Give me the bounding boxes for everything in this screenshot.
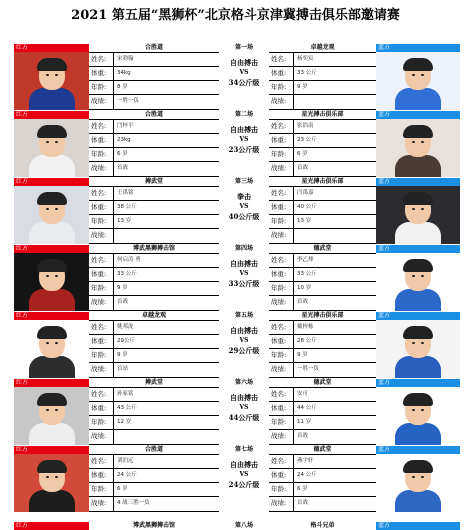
- blue-fighter-info: [269, 186, 376, 244]
- blue-record-value: [294, 229, 376, 243]
- versus-label: VS: [239, 270, 249, 277]
- red-club: 搏武堂: [144, 178, 163, 185]
- red-name-value: 孙家铭: [117, 391, 134, 397]
- red-record-value: [114, 229, 219, 243]
- weight-row: [89, 268, 219, 282]
- age-row: [269, 148, 376, 162]
- age-label: 年龄:: [269, 416, 294, 429]
- record-row: [269, 162, 376, 176]
- name-label: 姓名:: [89, 53, 114, 66]
- bout-card: [14, 446, 460, 512]
- event-type: 自由搏击: [230, 393, 258, 402]
- red-fighter-info: [89, 253, 219, 311]
- red-weight-value: 29公斤: [117, 338, 135, 344]
- weight-row: [89, 67, 219, 81]
- red-side-tag: 红方: [14, 245, 89, 253]
- name-row: [269, 120, 376, 134]
- blue-record-value: [294, 95, 376, 109]
- record-row: [89, 229, 219, 243]
- blue-side-tag: 蓝方: [376, 178, 460, 186]
- blue-weight-value: 33 公斤: [297, 271, 317, 277]
- red-side-tag: 红方: [14, 522, 89, 530]
- fighter-avatar-icon: [29, 194, 75, 244]
- fighter-avatar-icon: [29, 261, 75, 311]
- blue-fighter-photo: [376, 454, 460, 512]
- page-title: 2021 第五届“黑狮杯”北京格斗京津冀搏击俱乐部邀请赛: [71, 8, 400, 23]
- name-label: 姓名:: [269, 53, 294, 66]
- red-record-value: 一胜一负: [117, 98, 140, 104]
- blue-weight-value: 23 公斤: [297, 137, 317, 143]
- age-label: 年龄:: [89, 483, 114, 496]
- record-row: [269, 430, 376, 444]
- blue-side-tag: 蓝方: [376, 44, 460, 52]
- blue-side-tag: 蓝方: [376, 379, 460, 387]
- record-label: 战绩:: [89, 162, 114, 176]
- bout-card: [14, 245, 460, 311]
- name-label: 姓名:: [89, 187, 114, 200]
- red-club: 博武黑狮搏击馆: [132, 522, 175, 529]
- red-record-value: 首站: [117, 366, 129, 372]
- weight-label: 体重:: [89, 335, 114, 348]
- record-label: 战绩:: [89, 430, 114, 444]
- bout-info: [219, 186, 269, 244]
- record-label: 战绩:: [269, 430, 294, 444]
- red-fighter-info: [89, 119, 219, 177]
- record-label: 战绩:: [269, 229, 294, 243]
- blue-club: 德武堂: [313, 379, 332, 386]
- blue-record-value: 首战: [297, 299, 309, 305]
- name-label: 姓名:: [89, 120, 114, 133]
- age-row: [89, 81, 219, 95]
- weight-label: 体重:: [269, 335, 294, 348]
- red-club: 博武黑狮搏击馆: [132, 245, 175, 252]
- versus-label: VS: [239, 136, 249, 143]
- red-age-value: 6 岁: [117, 486, 128, 492]
- red-side-tag: 红方: [14, 446, 89, 454]
- bout-number: 第三场: [234, 178, 253, 185]
- weight-row: [89, 201, 219, 215]
- bout-number: 第五场: [234, 312, 253, 319]
- name-label: 姓名:: [269, 455, 294, 468]
- red-fighter-photo: [14, 320, 89, 378]
- name-row: [89, 53, 219, 67]
- name-label: 姓名:: [89, 388, 114, 401]
- blue-club: 星光搏击俱乐部: [301, 178, 344, 185]
- name-row: [89, 321, 219, 335]
- blue-fighter-photo: [376, 320, 460, 378]
- weight-label: 体重:: [89, 469, 114, 482]
- age-row: [269, 483, 376, 497]
- red-record-value: [114, 430, 219, 444]
- red-club: 合胜道: [144, 44, 163, 51]
- red-club: 合胜道: [144, 111, 163, 118]
- record-label: 战绩:: [269, 162, 294, 176]
- bout-card: [14, 379, 460, 445]
- record-row: [89, 162, 219, 176]
- weight-class: 33公斤级: [228, 279, 260, 288]
- bout-info: [219, 52, 269, 110]
- blue-fighter-info: [269, 253, 376, 311]
- record-row: [89, 430, 219, 444]
- name-label: 姓名:: [89, 455, 114, 468]
- age-label: 年龄:: [89, 416, 114, 429]
- blue-fighter-info: [269, 52, 376, 110]
- blue-name-value: 杨奕宸: [297, 56, 314, 62]
- fighter-avatar-icon: [29, 328, 75, 378]
- name-label: 姓名:: [269, 120, 294, 133]
- record-row: [269, 497, 376, 511]
- red-name-value: 王禹铭: [117, 190, 134, 196]
- record-label: 战绩:: [269, 497, 294, 511]
- age-row: [269, 349, 376, 363]
- red-record-value: 首战: [117, 299, 129, 305]
- fighter-avatar-icon: [395, 328, 441, 378]
- blue-age-value: 6 岁: [297, 151, 308, 157]
- blue-fighter-info: [269, 387, 376, 445]
- blue-club: 格斗兄弟: [310, 522, 335, 529]
- weight-row: [269, 67, 376, 81]
- weight-label: 体重:: [89, 402, 114, 415]
- age-row: [269, 282, 376, 296]
- red-age-value: 9 岁: [117, 285, 128, 291]
- event-type: 拳击: [237, 192, 251, 201]
- name-row: [269, 321, 376, 335]
- versus-label: VS: [239, 471, 249, 478]
- record-row: [269, 229, 376, 243]
- bout-card: [14, 111, 460, 177]
- blue-weight-value: 24 公斤: [297, 472, 317, 478]
- red-record-value: 首战: [117, 165, 129, 171]
- weight-row: [269, 335, 376, 349]
- bout-number: 第七场: [234, 446, 253, 453]
- age-row: [89, 148, 219, 162]
- red-side-tag: 红方: [14, 312, 89, 320]
- record-label: 战绩:: [269, 296, 294, 310]
- blue-age-value: 13 岁: [297, 218, 312, 224]
- name-row: [89, 455, 219, 469]
- bout-info: [219, 320, 269, 378]
- name-label: 姓名:: [269, 254, 294, 267]
- red-club: 搏武堂: [144, 379, 163, 386]
- fighter-avatar-icon: [29, 60, 75, 110]
- red-fighter-info: [89, 52, 219, 110]
- blue-age-value: 9 岁: [297, 84, 308, 90]
- fighter-avatar-icon: [395, 127, 441, 177]
- versus-label: VS: [239, 337, 249, 344]
- bout-number: 第二场: [234, 111, 253, 118]
- fighter-avatar-icon: [395, 194, 441, 244]
- record-label: 战绩:: [269, 95, 294, 109]
- blue-weight-value: 28 公斤: [297, 338, 317, 344]
- fighter-avatar-icon: [29, 127, 75, 177]
- weight-row: [269, 201, 376, 215]
- bout-card: [14, 312, 460, 378]
- red-fighter-info: [89, 320, 219, 378]
- blue-club: 星光搏击俱乐部: [301, 312, 344, 319]
- weight-label: 体重:: [269, 67, 294, 80]
- fighter-avatar-icon: [395, 60, 441, 110]
- blue-fighter-info: [269, 119, 376, 177]
- name-label: 姓名:: [269, 321, 294, 334]
- event-type: 自由搏击: [230, 460, 258, 469]
- fighter-avatar-icon: [29, 395, 75, 445]
- record-row: [269, 296, 376, 310]
- name-row: [269, 455, 376, 469]
- blue-side-tag: 蓝方: [376, 446, 460, 454]
- blue-age-value: 11 岁: [297, 419, 312, 425]
- blue-fighter-photo: [376, 119, 460, 177]
- weight-row: [89, 469, 219, 483]
- bout-number: 第四场: [234, 245, 253, 252]
- blue-fighter-info: [269, 320, 376, 378]
- red-fighter-photo: [14, 52, 89, 110]
- age-label: 年龄:: [269, 483, 294, 496]
- event-type: 自由搏击: [230, 259, 258, 268]
- red-fighter-photo: [14, 119, 89, 177]
- weight-row: [89, 402, 219, 416]
- record-label: 战绩:: [89, 296, 114, 310]
- weight-class: 23公斤级: [228, 145, 260, 154]
- red-weight-value: 34kg: [117, 70, 131, 76]
- red-age-value: 6 岁: [117, 151, 128, 157]
- blue-fighter-photo: [376, 186, 460, 244]
- red-name-value: 姚邦泷: [117, 324, 134, 330]
- blue-name-value: 燕宇轩: [297, 458, 314, 464]
- weight-row: [269, 469, 376, 483]
- fighter-avatar-icon: [395, 261, 441, 311]
- bout-info: [219, 253, 269, 311]
- age-label: 年龄:: [89, 282, 114, 295]
- weight-class: 44公斤级: [228, 413, 260, 422]
- bout-card: [14, 178, 460, 244]
- weight-label: 体重:: [269, 469, 294, 482]
- bout-number: 第六场: [234, 379, 253, 386]
- blue-record-value: 首战: [297, 500, 309, 506]
- blue-name-value: 张浩南: [297, 123, 314, 129]
- age-label: 年龄:: [89, 215, 114, 228]
- name-label: 姓名:: [269, 388, 294, 401]
- name-label: 姓名:: [89, 321, 114, 334]
- age-row: [89, 349, 219, 363]
- red-fighter-info: [89, 186, 219, 244]
- versus-label: VS: [239, 69, 249, 76]
- blue-record-value: 首战: [297, 165, 309, 171]
- weight-label: 体重:: [89, 134, 114, 147]
- blue-age-value: 9 岁: [297, 352, 308, 358]
- age-label: 年龄:: [89, 349, 114, 362]
- blue-weight-value: 40 公斤: [297, 204, 317, 210]
- red-weight-value: 33 公斤: [117, 271, 137, 277]
- weight-label: 体重:: [269, 268, 294, 281]
- red-side-tag: 红方: [14, 379, 89, 387]
- fighter-avatar-icon: [29, 462, 75, 512]
- red-side-tag: 红方: [14, 44, 89, 52]
- event-type: 自由搏击: [230, 58, 258, 67]
- red-club: 卓越龙观: [141, 312, 166, 319]
- weight-row: [89, 335, 219, 349]
- weight-class: 40公斤级: [228, 212, 260, 221]
- blue-weight-value: 33 公斤: [297, 70, 317, 76]
- red-name-value: 宋勃翰: [117, 56, 134, 62]
- fighter-avatar-icon: [395, 395, 441, 445]
- age-row: [89, 282, 219, 296]
- red-name-value: 刘泊远: [117, 458, 134, 464]
- age-row: [89, 483, 219, 497]
- age-label: 年龄:: [269, 349, 294, 362]
- name-label: 姓名:: [89, 254, 114, 267]
- red-record-value: 4 战三胜一负: [117, 500, 150, 506]
- blue-record-value: 首战: [297, 433, 309, 439]
- red-weight-value: 43 公斤: [117, 405, 137, 411]
- weight-class: 24公斤级: [228, 480, 260, 489]
- blue-name-value: 安可: [297, 391, 309, 397]
- weight-label: 体重:: [89, 268, 114, 281]
- red-fighter-photo: [14, 387, 89, 445]
- age-label: 年龄:: [89, 81, 114, 94]
- red-name-value: 何启涛 勇: [117, 257, 141, 263]
- weight-row: [269, 402, 376, 416]
- name-row: [89, 254, 219, 268]
- blue-age-value: 10 岁: [297, 285, 312, 291]
- record-row: [89, 296, 219, 310]
- record-label: 战绩:: [89, 95, 114, 109]
- red-fighter-photo: [14, 253, 89, 311]
- age-label: 年龄:: [269, 282, 294, 295]
- red-weight-value: 38 公斤: [117, 204, 137, 210]
- name-row: [89, 120, 219, 134]
- age-row: [269, 416, 376, 430]
- blue-fighter-photo: [376, 387, 460, 445]
- red-fighter-info: [89, 454, 219, 512]
- name-row: [269, 254, 376, 268]
- record-label: 战绩:: [89, 363, 114, 377]
- weight-label: 体重:: [89, 67, 114, 80]
- red-age-value: 8 岁: [117, 84, 128, 90]
- red-name-value: 闫梓平: [117, 123, 134, 129]
- age-row: [89, 215, 219, 229]
- age-row: [269, 215, 376, 229]
- age-label: 年龄:: [269, 215, 294, 228]
- weight-label: 体重:: [269, 201, 294, 214]
- record-row: [269, 95, 376, 109]
- blue-name-value: 戴梓栋: [297, 324, 314, 330]
- weight-class: 29公斤级: [228, 346, 260, 355]
- bout-number: 第一场: [234, 44, 253, 51]
- weight-label: 体重:: [89, 201, 114, 214]
- weight-row: [269, 268, 376, 282]
- name-row: [269, 187, 376, 201]
- blue-side-tag: 蓝方: [376, 312, 460, 320]
- red-fighter-info: [89, 387, 219, 445]
- name-row: [89, 388, 219, 402]
- age-row: [269, 81, 376, 95]
- fighter-avatar-icon: [395, 462, 441, 512]
- record-label: 战绩:: [89, 497, 114, 511]
- bout-number: 第八场: [234, 522, 253, 529]
- blue-fighter-photo: [376, 253, 460, 311]
- record-label: 战绩:: [89, 229, 114, 243]
- blue-club: 德武堂: [313, 446, 332, 453]
- bout-info: [219, 387, 269, 445]
- next-bout-header: [14, 522, 460, 530]
- blue-name-value: 闫禹嘉: [297, 190, 314, 196]
- blue-club: 星光搏击俱乐部: [301, 111, 344, 118]
- blue-record-value: 一胜一负: [297, 366, 320, 372]
- record-row: [269, 363, 376, 377]
- blue-fighter-info: [269, 454, 376, 512]
- weight-label: 体重:: [269, 134, 294, 147]
- weight-row: [269, 134, 376, 148]
- name-label: 姓名:: [269, 187, 294, 200]
- versus-label: VS: [239, 404, 249, 411]
- red-age-value: 13 岁: [117, 218, 132, 224]
- blue-club: 德武堂: [313, 245, 332, 252]
- name-row: [269, 388, 376, 402]
- record-row: [89, 497, 219, 511]
- red-weight-value: 24 公斤: [117, 472, 137, 478]
- blue-weight-value: 44 公斤: [297, 405, 317, 411]
- versus-label: VS: [239, 203, 249, 210]
- red-fighter-photo: [14, 186, 89, 244]
- bout-info: [219, 119, 269, 177]
- age-row: [89, 416, 219, 430]
- blue-side-tag: 蓝方: [376, 245, 460, 253]
- bout-info: [219, 454, 269, 512]
- red-club: 合胜道: [144, 446, 163, 453]
- event-type: 自由搏击: [230, 125, 258, 134]
- record-row: [89, 95, 219, 109]
- weight-label: 体重:: [269, 402, 294, 415]
- red-weight-value: 23kg: [117, 137, 131, 143]
- age-label: 年龄:: [89, 148, 114, 161]
- red-side-tag: 红方: [14, 111, 89, 119]
- red-side-tag: 红方: [14, 178, 89, 186]
- red-age-value: 9 岁: [117, 352, 128, 358]
- weight-row: [89, 134, 219, 148]
- age-label: 年龄:: [269, 81, 294, 94]
- name-row: [269, 53, 376, 67]
- blue-fighter-photo: [376, 52, 460, 110]
- bout-card: [14, 44, 460, 110]
- red-fighter-photo: [14, 454, 89, 512]
- red-age-value: 12 岁: [117, 419, 132, 425]
- name-row: [89, 187, 219, 201]
- blue-club: 卓越龙观: [310, 44, 335, 51]
- blue-side-tag: 蓝方: [376, 522, 460, 530]
- weight-class: 34公斤级: [228, 78, 260, 87]
- blue-age-value: 6 岁: [297, 486, 308, 492]
- record-label: 战绩:: [269, 363, 294, 377]
- event-type: 自由搏击: [230, 326, 258, 335]
- blue-name-value: 李乙烽: [297, 257, 314, 263]
- age-label: 年龄:: [269, 148, 294, 161]
- record-row: [89, 363, 219, 377]
- blue-side-tag: 蓝方: [376, 111, 460, 119]
